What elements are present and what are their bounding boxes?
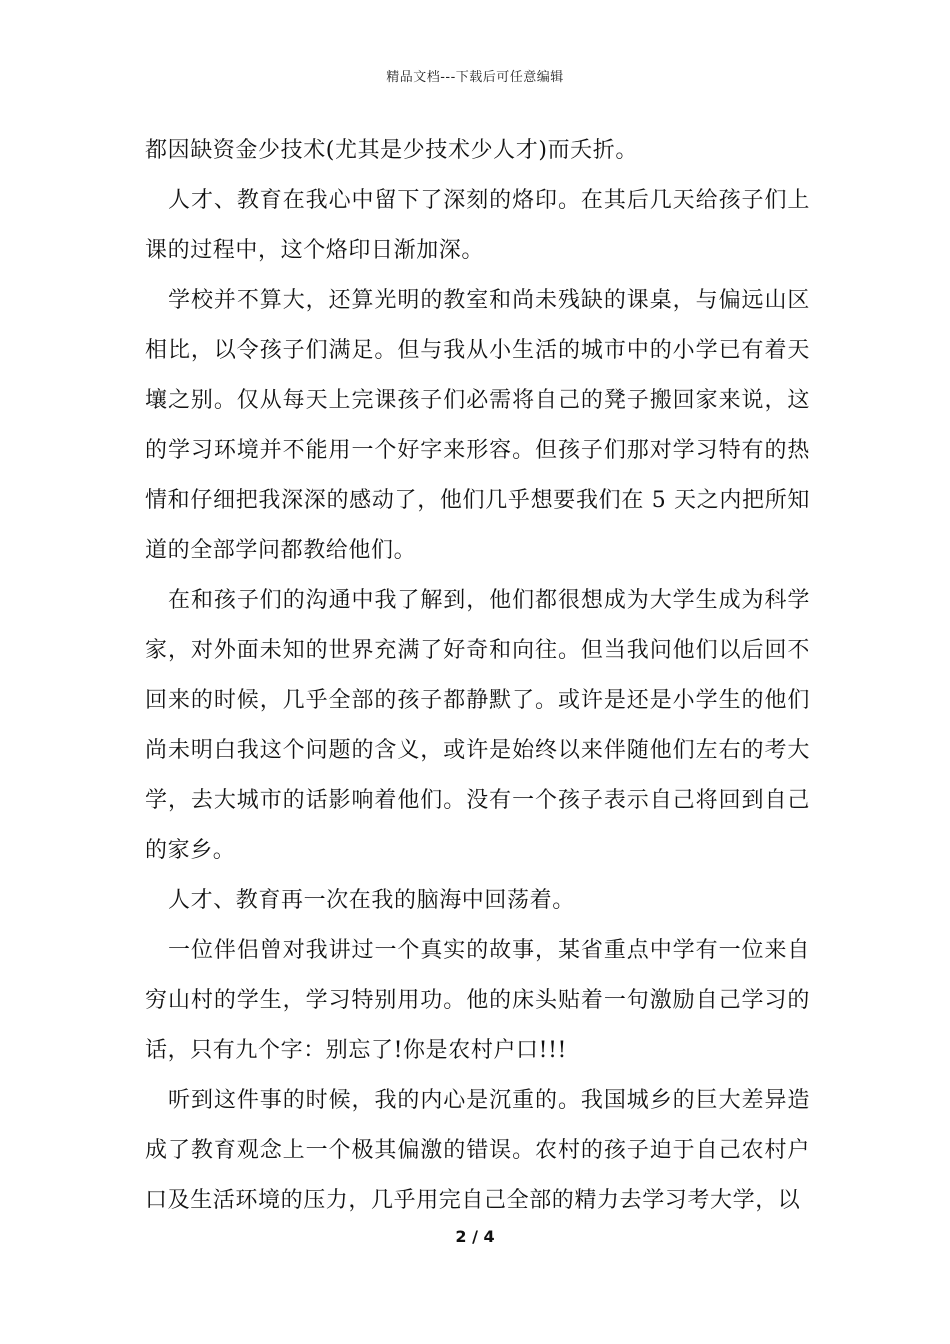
paragraph: 学校并不算大，还算光明的教室和尚未残缺的课桌，与偏远山区相比，以令孩子们满足。但与我从小生活的城市中的小学已有着天壤之别。仅从每天上完课孩子们必需将自己的凳子搬回家来说，这的学习环境并不能用一个好字来形容。但孩子们那对学习特有的热情和仔细把我深深的感动了，他们几乎想要我们在 5 天之内把所知道的全部学问都教给他们。 (145, 288, 810, 563)
document-body (145, 126, 810, 1226)
paragraph: 一位伴侣曾对我讲过一个真实的故事，某省重点中学有一位来自穷山村的学生，学习特别用功。他的床头贴着一句激励自己学习的话，只有九个字：别忘了!你是农村户口!!! (145, 938, 810, 1063)
paragraph: 在和孩子们的沟通中我了解到，他们都很想成为大学生成为科学家，对外面未知的世界充满了好奇和向往。但当我问他们以后回不回来的时候，几乎全部的孩子都静默了。或许是还是小学生的他们尚未明白我这个问题的含义，或许是始终以来伴随他们左右的考大学，去大城市的话影响着他们。没有一个孩子表示自己将回到自己的家乡。 (145, 588, 810, 863)
paragraph: 人才、教育在我心中留下了深刻的烙印。在其后几天给孩子们上课的过程中，这个烙印日渐加深。 (145, 188, 810, 263)
page-number: 2 / 4 (455, 1227, 495, 1246)
paragraph: 人才、教育再一次在我的脑海中回荡着。 (168, 888, 575, 913)
paragraph-continuation: 都因缺资金少技术(尤其是少技术少人才)而夭折。 (145, 138, 638, 163)
paragraph: 听到这件事的时候，我的内心是沉重的。我国城乡的巨大差异造成了教育观念上一个极其偏激的错误。农村的孩子迫于自己农村户口及生活环境的压力，几乎用完自己全部的精力去学习考大学，以 (145, 1088, 810, 1213)
page-header: 精品文档---下载后可任意编辑 (386, 70, 564, 85)
